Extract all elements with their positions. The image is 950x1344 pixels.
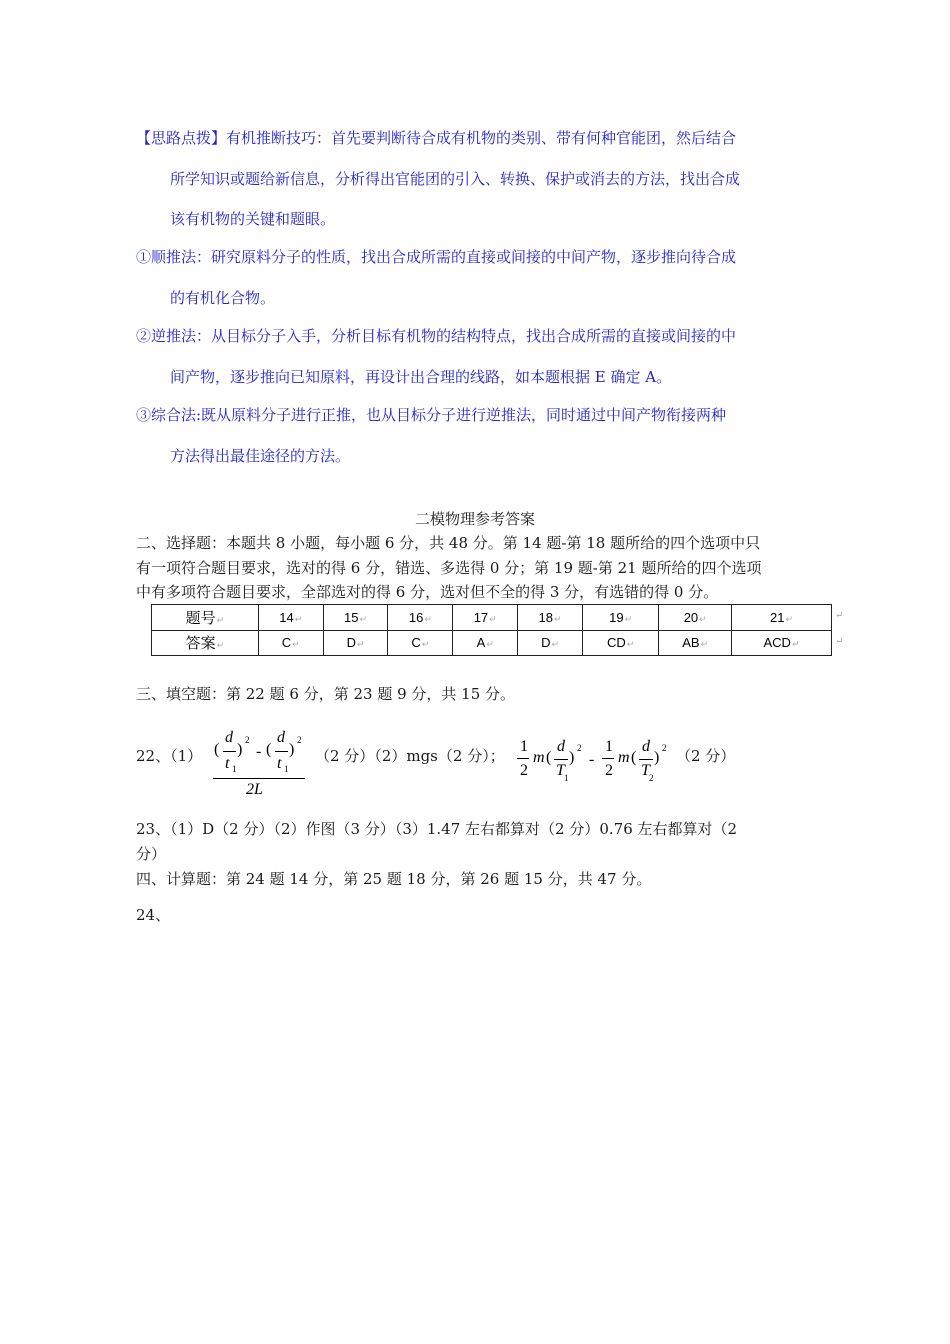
table-head-number: 题号↵ — [152, 605, 259, 631]
table-cell: 14↵ — [258, 605, 323, 631]
table-cell: CD↵ — [582, 630, 658, 656]
hint-line-5: 的有机化合物。 — [170, 289, 276, 307]
table-cell: 20↵ — [659, 605, 732, 631]
hint-label: 【思路点拨】 — [136, 129, 227, 147]
table-cell: A↵ — [453, 630, 518, 656]
section3-text: 三、填空题：第 22 题 6 分，第 23 题 9 分，共 15 分。 — [136, 685, 516, 703]
table-row-numbers — [152, 605, 832, 631]
hint-line-8: ③综合法:既从原料分子进行正推，也从目标分子进行逆推法，同时通过中间产物衔接两种 — [136, 406, 727, 424]
hint-line-7: 间产物，逐步推向已知原料，再设计出合理的线路，如本题根据 E 确定 A。 — [170, 368, 672, 386]
table-cell: C↵ — [388, 630, 453, 656]
q23-line-1: 23、（1）D（2 分）（2）作图（3 分）（3）1.47 左右都算对（2 分）0.76 左右都算对（2 — [136, 820, 738, 838]
hint-line-6: ②逆推法：从目标分子入手，分析目标有机物的结构特点，找出合成所需的直接或间接的中 — [136, 327, 737, 345]
table-cell: 17↵ — [453, 605, 518, 631]
q24-label: 24、 — [136, 906, 171, 924]
q22-label: 22、（1） — [136, 747, 203, 765]
section2-line-2: 有一项符合题目要求，选对的得 6 分，错选、多选得 0 分；第 19 题-第 21 题所给的四个选项 — [136, 559, 762, 577]
q22-score-1: （2 分）（2）mgs（2 分）； — [315, 747, 505, 765]
table-row-answers — [152, 630, 832, 656]
hint-line-3: 该有机物的关键和题眼。 — [170, 210, 336, 228]
row-end-mark: ↵ — [835, 610, 844, 621]
q23-line-2: 分） — [136, 845, 167, 863]
table-cell: 16↵ — [388, 605, 453, 631]
table-cell: C↵ — [258, 630, 323, 656]
table-cell: D↵ — [323, 630, 388, 656]
hint-line-2: 所学知识或题给新信息，分析得出官能团的引入、转换、保护或消去的方法，找出合成 — [170, 170, 741, 188]
table-cell: 15↵ — [323, 605, 388, 631]
section2-line-1: 二、选择题：本题共 8 小题，每小题 6 分，共 48 分。第 14 题-第 18 题所给的四个选项中只 — [136, 534, 761, 552]
table-cell: 21↵ — [732, 605, 832, 631]
q22-score-2: （2 分） — [676, 747, 736, 765]
table-head-answer: 答案↵ — [152, 630, 259, 656]
answer-title: 二模物理参考答案 — [414, 510, 535, 528]
table-cell: 19↵ — [582, 605, 658, 631]
table-cell: ACD↵ — [732, 630, 832, 656]
section2-line-3: 中有多项符合题目要求，全部选对的得 6 分，选对但不全的得 3 分，有选错的得 0 分。 — [136, 583, 719, 601]
hint-line-9: 方法得出最佳途径的方法。 — [170, 447, 351, 465]
row-end-mark: ↵ — [835, 636, 844, 647]
answer-table — [151, 604, 832, 656]
hint-first-line — [136, 127, 736, 148]
table-cell: D↵ — [518, 630, 583, 656]
hint-line-4: ①顺推法：研究原料分子的性质，找出合成所需的直接或间接的中间产物，逐步推向待合成 — [136, 248, 737, 266]
table-cell: AB↵ — [659, 630, 732, 656]
hint-line-1: 有机推断技巧：首先要判断待合成有机物的类别、带有何种官能团，然后结合 — [226, 129, 737, 147]
table-cell: 18↵ — [518, 605, 583, 631]
section4-text: 四、计算题：第 24 题 14 分，第 25 题 18 分，第 26 题 15 分，共 47 分。 — [136, 870, 652, 888]
